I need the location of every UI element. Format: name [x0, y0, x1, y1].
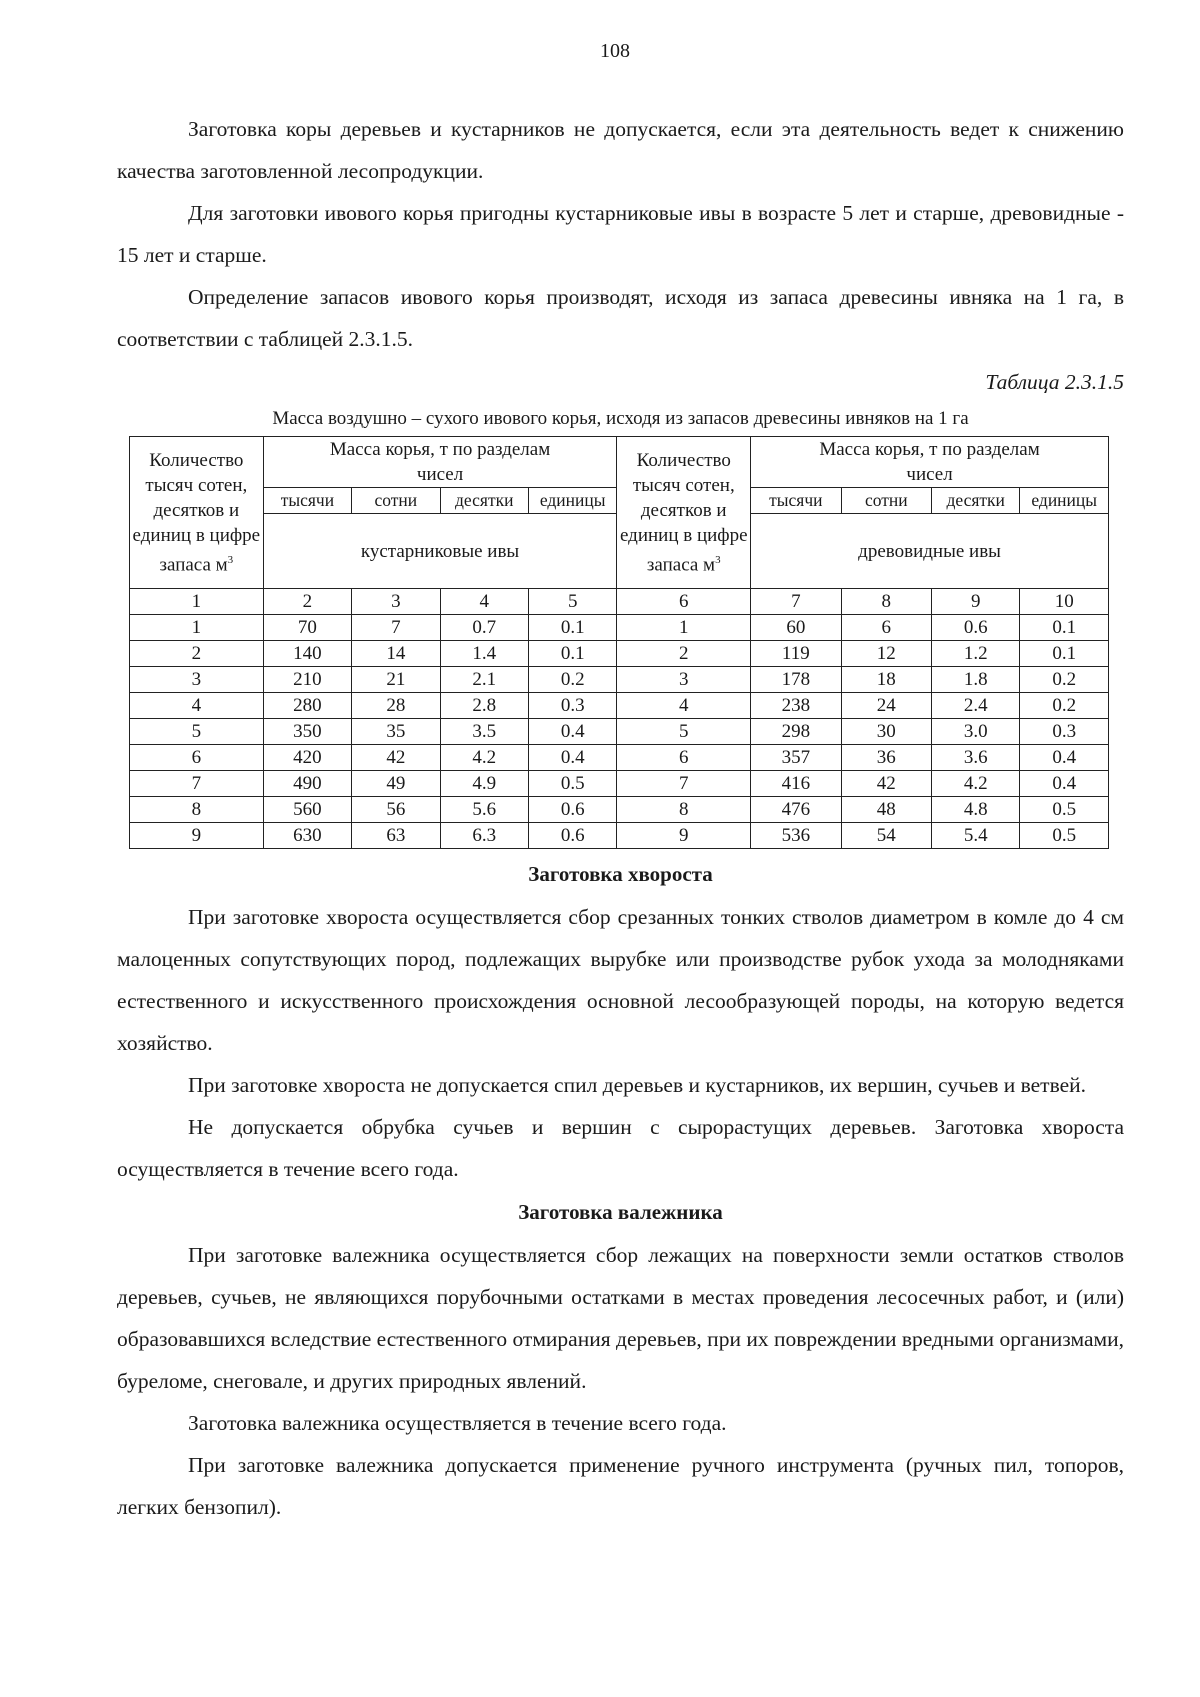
- table-cell: 0.4: [1020, 745, 1109, 771]
- table-cell: 0.4: [528, 719, 616, 745]
- table-cell: 6: [617, 745, 751, 771]
- table-cell: 6: [841, 615, 931, 641]
- table-cell: 476: [751, 797, 841, 823]
- subheader-tens: десятки: [932, 488, 1020, 514]
- column-number-row: 1 2 3 4 5 6 7 8 9 10: [130, 589, 1109, 615]
- table-cell: 4.8: [932, 797, 1020, 823]
- table-cell: 2.4: [932, 693, 1020, 719]
- table-cell: 60: [751, 615, 841, 641]
- paragraph: При заготовке валежника допускается применение ручного инструмента (ручных пил, топоров, легких бензопил).: [117, 1453, 1124, 1519]
- table-cell: 0.7: [440, 615, 528, 641]
- table-cell: 0.4: [528, 745, 616, 771]
- table-cell: 490: [263, 771, 351, 797]
- table-body: [130, 615, 1109, 849]
- table-cell: 42: [841, 771, 931, 797]
- paragraph: Заготовка валежника осуществляется в течение всего года.: [188, 1411, 727, 1435]
- table-cell: 630: [263, 823, 351, 849]
- table-cell: 35: [352, 719, 440, 745]
- table-cell: 416: [751, 771, 841, 797]
- table-cell: 56: [352, 797, 440, 823]
- table-cell: 8: [130, 797, 264, 823]
- table-cell: 238: [751, 693, 841, 719]
- table-cell: 0.2: [1020, 667, 1109, 693]
- table-cell: 1: [130, 615, 264, 641]
- table-label: Таблица 2.3.1.5: [985, 370, 1124, 394]
- table-cell: 119: [751, 641, 841, 667]
- paragraph: При заготовке валежника осуществляется сбор лежащих на поверхности земли остатков стволов деревьев, сучьев, не являющихся порубочными остатками в местах проведения лесосечных работ, и (или) образовавшихся вследствие естественного отмирания деревьев, при их повреждении вредными организмами, буреломе, снеговале, и других природных явлений.: [117, 1243, 1124, 1393]
- table-cell: 2: [130, 641, 264, 667]
- table-cell: 28: [352, 693, 440, 719]
- table-cell: 357: [751, 745, 841, 771]
- table-cell: 4.2: [440, 745, 528, 771]
- table-cell: 5: [130, 719, 264, 745]
- table-cell: 5: [617, 719, 751, 745]
- table-cell: 0.6: [528, 797, 616, 823]
- table-cell: 8: [617, 797, 751, 823]
- table-cell: 2.8: [440, 693, 528, 719]
- table-cell: 7: [130, 771, 264, 797]
- table-cell: 1.8: [932, 667, 1020, 693]
- table-cell: 4: [617, 693, 751, 719]
- header-mass-left: Масса корья, т по разделам чисел: [263, 437, 617, 488]
- table-cell: 3.6: [932, 745, 1020, 771]
- paragraph: Для заготовки ивового корья пригодны кустарниковые ивы в возрасте 5 лет и старше, древовидные - 15 лет и старше.: [117, 201, 1124, 267]
- table-cell: 3.0: [932, 719, 1020, 745]
- table-cell: 6.3: [440, 823, 528, 849]
- page-content: [117, 108, 1124, 1528]
- paragraph: Определение запасов ивового корья производят, исходя из запаса древесины ивняка на 1 га, в соответствии с таблицей 2.3.1.5.: [117, 285, 1124, 351]
- table-cell: 4: [130, 693, 264, 719]
- table-caption: Масса воздушно – сухого ивового корья, исходя из запасов древесины ивняков на 1 га: [272, 408, 969, 429]
- table-cell: 0.6: [528, 823, 616, 849]
- table-cell: 18: [841, 667, 931, 693]
- label-tree-willows: древовидные ивы: [751, 514, 1109, 589]
- table-cell: 14: [352, 641, 440, 667]
- paragraph: Заготовка коры деревьев и кустарников не допускается, если эта деятельность ведет к снижению качества заготовленной лесопродукции.: [117, 117, 1124, 183]
- table-cell: 42: [352, 745, 440, 771]
- section-heading-deadwood: Заготовка валежника: [518, 1200, 723, 1224]
- table-cell: 30: [841, 719, 931, 745]
- table-row: [130, 745, 1109, 771]
- section-heading-brushwood: Заготовка хвороста: [528, 862, 713, 886]
- header-quantity-right: Количество тысяч сотен, десятков и единиц в цифре запаса $м^3$: [617, 437, 751, 589]
- table-row: [130, 667, 1109, 693]
- table-cell: 6: [130, 745, 264, 771]
- table-row: [130, 823, 1109, 849]
- table-cell: 0.2: [1020, 693, 1109, 719]
- table-cell: 24: [841, 693, 931, 719]
- table-cell: 0.4: [1020, 771, 1109, 797]
- table-cell: 536: [751, 823, 841, 849]
- table-cell: 1.4: [440, 641, 528, 667]
- subheader-thousands: тысячи: [751, 488, 841, 514]
- table-cell: 420: [263, 745, 351, 771]
- table-row: [130, 797, 1109, 823]
- table-cell: 3.5: [440, 719, 528, 745]
- table-cell: 70: [263, 615, 351, 641]
- table-cell: 0.1: [528, 615, 616, 641]
- table-row: [130, 719, 1109, 745]
- table-cell: 36: [841, 745, 931, 771]
- table-row: [130, 641, 1109, 667]
- table-cell: 3: [130, 667, 264, 693]
- table-cell: 0.6: [932, 615, 1020, 641]
- table-cell: 49: [352, 771, 440, 797]
- table-cell: 2.1: [440, 667, 528, 693]
- table-cell: 9: [617, 823, 751, 849]
- subheader-hundreds: сотни: [841, 488, 931, 514]
- paragraph: При заготовке хвороста осуществляется сбор срезанных тонких стволов диаметром в комле до 4 см малоценных сопутствующих пород, подлежащих вырубке или производстве рубок ухода за молодняками естественного и искусственного происхождения основной лесообразующей породы, на которую ведется хозяйство.: [117, 905, 1124, 1055]
- table-cell: 5.6: [440, 797, 528, 823]
- table-cell: 7: [352, 615, 440, 641]
- table-cell: 2: [617, 641, 751, 667]
- paragraph: Не допускается обрубка сучьев и вершин с сырорастущих деревьев. Заготовка хвороста осуществляется в течение всего года.: [117, 1115, 1124, 1181]
- table-cell: 54: [841, 823, 931, 849]
- table-row: [130, 615, 1109, 641]
- subheader-tens: десятки: [440, 488, 528, 514]
- header-quantity-left: Количество тысяч сотен, десятков и единиц в цифре запаса $м^3$: [130, 437, 264, 589]
- table-cell: 4.9: [440, 771, 528, 797]
- table-cell: 0.3: [528, 693, 616, 719]
- bark-mass-table: [129, 436, 1109, 849]
- table-cell: 560: [263, 797, 351, 823]
- table-cell: 1.2: [932, 641, 1020, 667]
- table-cell: 63: [352, 823, 440, 849]
- table-row: [130, 693, 1109, 719]
- table-cell: 0.5: [1020, 797, 1109, 823]
- table-cell: 298: [751, 719, 841, 745]
- subheader-units: единицы: [528, 488, 616, 514]
- subheader-hundreds: сотни: [352, 488, 440, 514]
- table-cell: 5.4: [932, 823, 1020, 849]
- header-mass-right: Масса корья, т по разделам чисел: [751, 437, 1109, 488]
- table-cell: 12: [841, 641, 931, 667]
- table-cell: 178: [751, 667, 841, 693]
- table-cell: 48: [841, 797, 931, 823]
- page-number: 108: [600, 40, 630, 62]
- table-cell: 0.5: [1020, 823, 1109, 849]
- table-cell: 0.1: [1020, 641, 1109, 667]
- table-cell: 3: [617, 667, 751, 693]
- table-cell: 4.2: [932, 771, 1020, 797]
- subheader-thousands: тысячи: [263, 488, 351, 514]
- table-cell: 1: [617, 615, 751, 641]
- table-cell: 0.3: [1020, 719, 1109, 745]
- table-cell: 7: [617, 771, 751, 797]
- table-cell: 210: [263, 667, 351, 693]
- table-cell: 350: [263, 719, 351, 745]
- table-row: [130, 771, 1109, 797]
- table-cell: 9: [130, 823, 264, 849]
- label-shrub-willows: кустарниковые ивы: [263, 514, 617, 589]
- paragraph: При заготовке хвороста не допускается спил деревьев и кустарников, их вершин, сучьев и ветвей.: [188, 1073, 1087, 1097]
- table-cell: 21: [352, 667, 440, 693]
- table-cell: 0.1: [1020, 615, 1109, 641]
- table-cell: 0.2: [528, 667, 616, 693]
- table-cell: 140: [263, 641, 351, 667]
- table-cell: 0.1: [528, 641, 616, 667]
- subheader-units: единицы: [1020, 488, 1109, 514]
- table-cell: 280: [263, 693, 351, 719]
- table-cell: 0.5: [528, 771, 616, 797]
